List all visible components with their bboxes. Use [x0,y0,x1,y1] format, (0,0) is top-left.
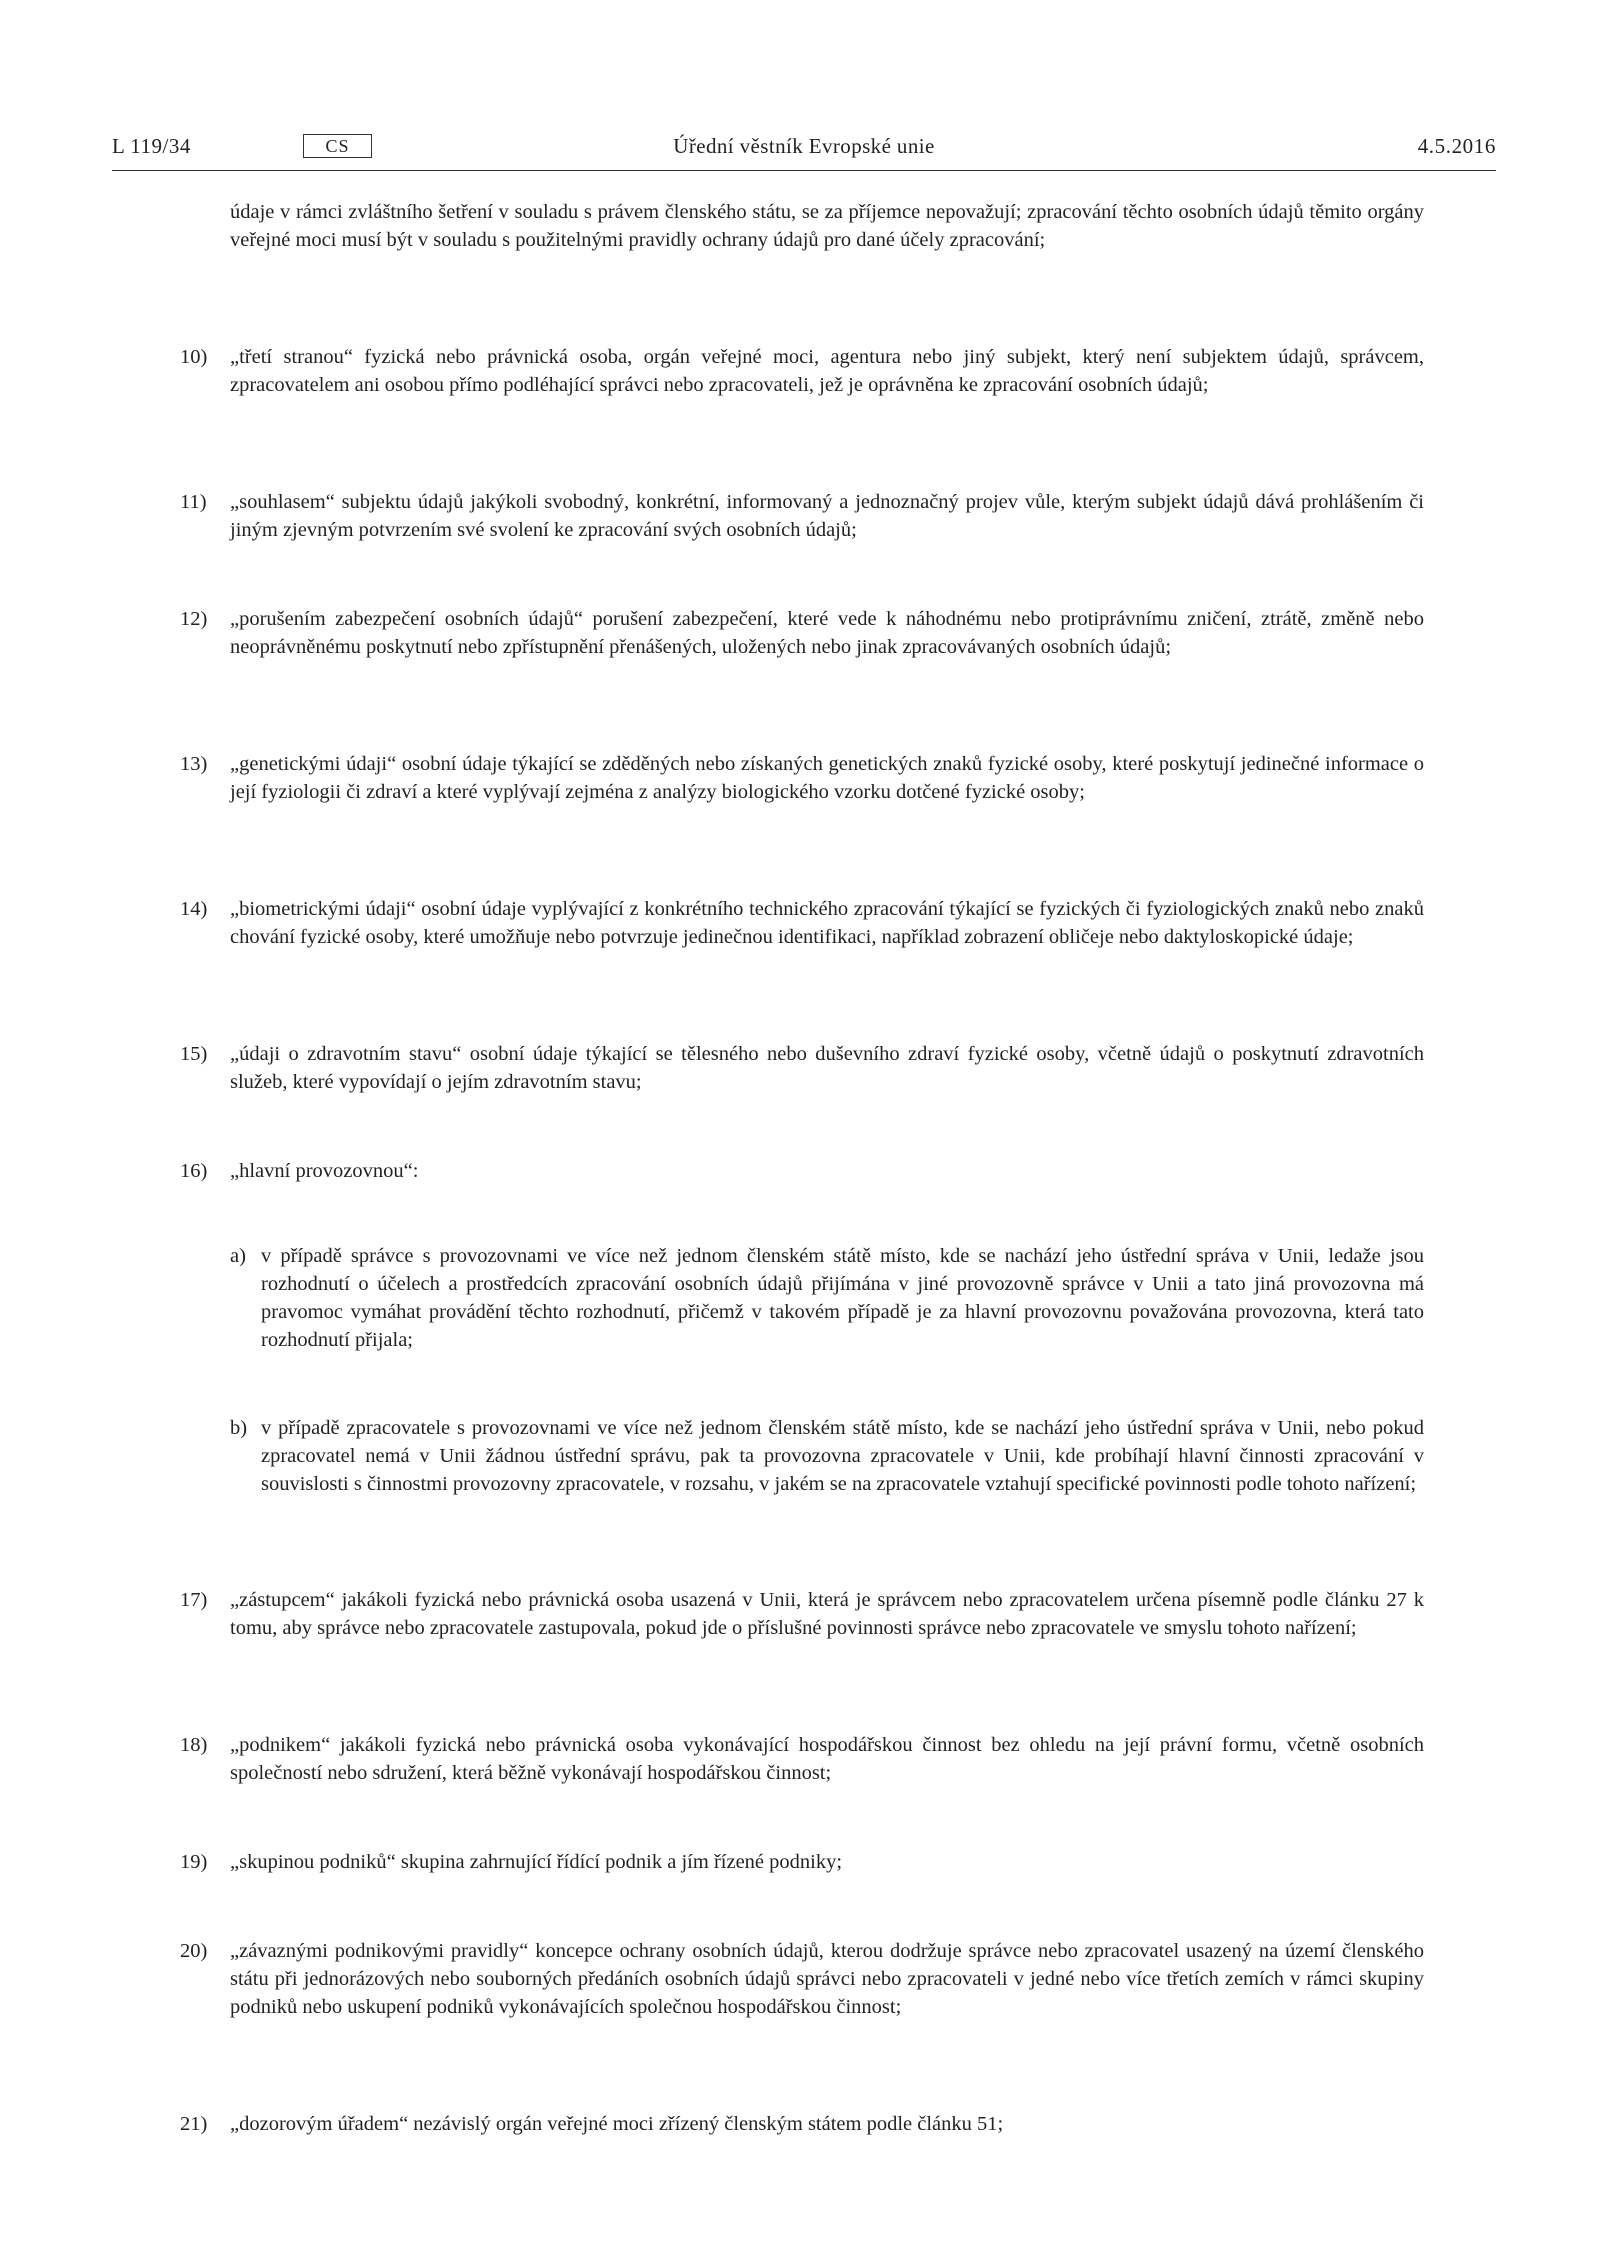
page-header [112,131,1496,161]
definition-item-16 [180,1157,1424,1185]
journal-title: Úřední věstník Evropské unie [673,134,935,158]
definition-item-19 [180,1848,1424,1876]
item-number: 14) [180,898,208,920]
item-number: 11) [180,491,207,513]
publication-date: 4.5.2016 [1417,134,1496,158]
item-number: 17) [180,1589,208,1611]
subitem-text: v případě zpracovatele s provozovnami ve více než jednom členském státě místo, kde se nachází jeho ústřední správa v Unii, nebo pokud zpracovatel nemá v Unii žádnou ústřední správu, pak ta provozovna zpracovatele v Unii, kde probíhají hlavní činnosti zpracování v souvislosti s činnostmi provozovny zpracovatele, v rozsahu, v jakém se na zpracovatele vztahují specifické povinnosti podle tohoto nařízení; [261,1417,1424,1495]
definition-item-18 [180,1731,1424,1787]
definition-item-17 [180,1586,1424,1642]
definition-item-12 [180,605,1424,661]
definition-item-10 [180,343,1424,399]
definition-item-14 [180,895,1424,951]
item-text: „podnikem“ jakákoli fyzická nebo právnická osoba vykonávající hospodářskou činnost bez ohledu na její právní formu, včetně osobních společností nebo sdružení, která běžně vykonávají hospodářskou činnost; [230,1734,1424,1784]
item-number: 19) [180,1851,208,1873]
header-rule [112,170,1496,171]
item-text: „hlavní provozovnou“: [230,1160,419,1182]
intro-paragraph [230,198,1424,254]
item-text: „dozorovým úřadem“ nezávislý orgán veřejné moci zřízený členským státem podle článku 51; [230,2113,1004,2135]
item-number: 20) [180,1940,208,1962]
item-number: 13) [180,753,208,775]
item-number: 21) [180,2113,208,2135]
subitem-letter: a) [230,1245,246,1267]
intro-text: údaje v rámci zvláštního šetření v souladu s právem členského státu, se za příjemce nepovažují; zpracování těchto osobních údajů těmito orgány veřejné moci musí být v souladu s použitelnými pravidly ochrany údajů pro dané účely zpracování; [230,201,1424,251]
item-number: 18) [180,1734,208,1756]
definition-item-21 [180,2110,1424,2138]
item-text: „skupinou podniků“ skupina zahrnující řídící podnik a jím řízené podniky; [230,1851,843,1873]
subitem-a [230,1242,1424,1354]
item-number: 10) [180,346,208,368]
item-number: 16) [180,1160,208,1182]
item-number: 12) [180,608,208,630]
journal-reference: L 119/34 [112,134,191,158]
language-code-box: CS [303,134,372,158]
definition-item-11 [180,488,1424,544]
subitem-text: v případě správce s provozovnami ve více než jednom členském státě místo, kde se nachází jeho ústřední správa v Unii, ledaže jsou rozhodnutí o účelech a prostředcích zpracování osobních údajů přijímána v jiné provozovně správce v Unii a tato jiná provozovna má pravomoc vymáhat provádění těchto rozhodnutí, přičemž v takovém případě je za hlavní provozovnu považována provozovna, která tato rozhodnutí přijala; [261,1245,1424,1351]
item-number: 15) [180,1043,208,1065]
subitem-b [230,1414,1424,1498]
item-text: „zástupcem“ jakákoli fyzická nebo právnická osoba usazená v Unii, která je správcem nebo zpracovatelem určena písemně podle článku 27 k tomu, aby správce nebo zpracovatele zastupovala, pokud jde o příslušné povinnosti správce nebo zpracovatele ve smyslu tohoto nařízení; [230,1589,1424,1639]
definition-item-15 [180,1040,1424,1096]
item-text: „závaznými podnikovými pravidly“ koncepce ochrany osobních údajů, kterou dodržuje správce nebo zpracovatel usazený na území členského státu při jednorázových nebo souborných předáních osobních údajů správci nebo zpracovateli v jedné nebo více třetích zemích v rámci skupiny podniků nebo uskupení podniků vykonávajících společnou hospodářskou činnost; [230,1940,1424,2018]
definition-item-13 [180,750,1424,806]
item-text: „genetickými údaji“ osobní údaje týkající se zděděných nebo získaných genetických znaků fyzické osoby, které poskytují jedinečné informace o její fyziologii či zdraví a které vyplývají zejména z analýzy biologického vzorku dotčené fyzické osoby; [230,753,1424,803]
definition-item-20 [180,1937,1424,2021]
item-text: „porušením zabezpečení osobních údajů“ porušení zabezpečení, které vede k náhodnému nebo protiprávnímu zničení, ztrátě, změně nebo neoprávněnému poskytnutí nebo zpřístupnění přenášených, uložených nebo jinak zpracovávaných osobních údajů; [230,608,1424,658]
item-text: „třetí stranou“ fyzická nebo právnická osoba, orgán veřejné moci, agentura nebo jiný subjekt, který není subjektem údajů, správcem, zpracovatelem ani osobou přímo podléhající správci nebo zpracovateli, jež je oprávněna ke zpracování osobních údajů; [230,346,1424,396]
item-text: „biometrickými údaji“ osobní údaje vyplývající z konkrétního technického zpracování týkající se fyzických či fyziologických znaků nebo znaků chování fyzické osoby, které umožňuje nebo potvrzuje jedinečnou identifikaci, například zobrazení obličeje nebo daktyloskopické údaje; [230,898,1424,948]
subitem-letter: b) [230,1417,248,1439]
item-text: „údaji o zdravotním stavu“ osobní údaje týkající se tělesného nebo duševního zdraví fyzické osoby, včetně údajů o poskytnutí zdravotních služeb, které vypovídají o jejím zdravotním stavu; [230,1043,1424,1093]
item-text: „souhlasem“ subjektu údajů jakýkoli svobodný, konkrétní, informovaný a jednoznačný projev vůle, kterým subjekt údajů dává prohlášením či jiným zjevným potvrzením své svolení ke zpracování svých osobních údajů; [230,491,1424,541]
